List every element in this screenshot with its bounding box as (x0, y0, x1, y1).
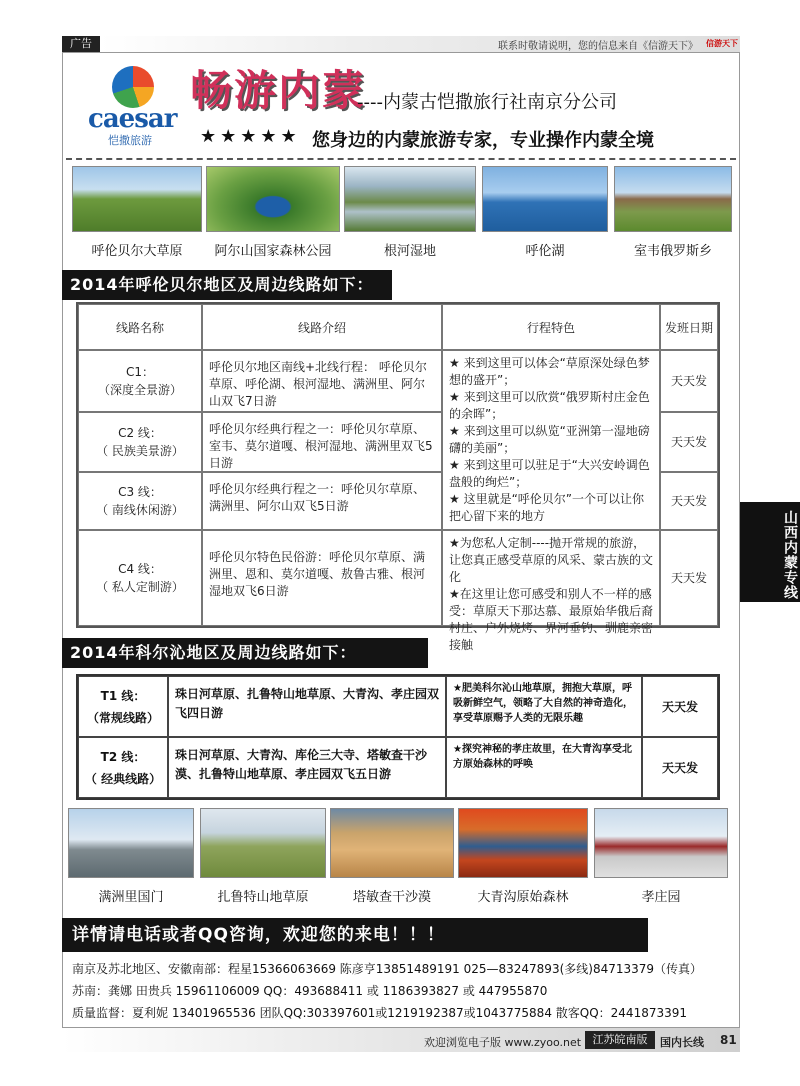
route-date: 天天发 (642, 676, 718, 737)
route-intro: 珠日河草原、扎鲁特山地草原、大青沟、孝庄园双飞四日游 (168, 676, 446, 737)
route-type: （ 经典线路） (84, 771, 162, 786)
photo-tamin-desert (330, 808, 454, 878)
photo-caption: 满洲里国门 (98, 890, 164, 905)
route-intro: 珠日河草原、大青沟、库伦三大寺、塔敏查干沙漠、扎鲁特山地草原、孝庄园双飞五日游 (168, 737, 446, 798)
route-table-hulunbuir (76, 302, 720, 652)
section-title-horqin: 2014年科尔沁地区及周边线路如下： (62, 638, 428, 668)
photo-caption: 塔敏查干沙漠 (352, 890, 431, 905)
logo-cn-text: 恺撒旅游 (108, 134, 152, 147)
photo-arxan-forest-park (206, 166, 340, 232)
page-number: 81 (720, 1033, 737, 1047)
route-type: （常规线路） (86, 710, 159, 725)
route-features-t2: ★探究神秘的孝庄故里，在大青沟享受北方原始森林的呼唤 (446, 737, 642, 798)
divider (66, 158, 736, 160)
route-intro: 呼伦贝尔经典行程之一：呼伦贝尔草原、室韦、莫尔道嘎、根河湿地、满洲里双飞5日游 (202, 412, 442, 472)
photo-caption: 根河湿地 (383, 244, 436, 259)
route-date: 天天发 (660, 530, 718, 626)
feature-line: ★ 来到这里可以纵览“亚洲第一湿地磅礴的美丽”； (449, 424, 650, 455)
contact-line: 质量监督：夏利妮 13401965536 团队QQ:303397601或1219192387或1043775884 散客QQ：2441873391 (72, 1006, 688, 1020)
route-features-c4 (442, 530, 660, 652)
section-title-hulunbuir: 2014年呼伦贝尔地区及周边线路如下： (62, 270, 392, 300)
edition-badge: 江苏皖南版 (585, 1031, 655, 1049)
route-name-t1 (78, 676, 168, 737)
contact-line: 苏南：龚娜 田贵兵 15961106009 QQ：493688411 或 1186393827 或 447955870 (72, 984, 548, 998)
route-code: C3 线： (118, 485, 162, 499)
photo-xiaozhuang-garden (594, 808, 728, 878)
route-code: T1 线： (100, 688, 146, 703)
route-type: （ 南线休闲游） (96, 503, 184, 517)
header-note: 联系时敬请说明，您的信息来自《信游天下》 (498, 41, 698, 52)
route-type: （ 私人定制游） (96, 580, 184, 594)
footer-website: 欢迎浏览电子版 www.zyoo.net (424, 1036, 582, 1049)
publication-logo: 信游天下 (706, 39, 738, 48)
photo-caption: 呼伦贝尔大草原 (91, 244, 183, 259)
footer-category: 国内长线 (660, 1036, 704, 1049)
photo-shiwei-village (614, 166, 732, 232)
route-intro: 呼伦贝尔经典行程之一：呼伦贝尔草原、满洲里、阿尔山双飞5日游 (202, 472, 442, 530)
photo-caption: 大青沟原始森林 (477, 890, 569, 905)
col-header: 行程特色 (442, 304, 660, 350)
route-code: T2 线： (100, 749, 146, 764)
brand-title: 畅游内蒙 (190, 66, 367, 115)
route-intro: 呼伦贝尔地区南线+北线行程： 呼伦贝尔草原、呼伦湖、根河湿地、满洲里、阿尔山双飞7日游 (202, 350, 442, 412)
feature-line: ★在这里让您可感受和别人不一样的感受：草原天下那达慕、最原始华俄后裔村庄、户外烧烤、界河垂钓、驯鹿亲密接触 (449, 587, 654, 652)
route-type: （ 民族美景游） (96, 444, 184, 458)
photo-caption: 呼伦湖 (525, 244, 565, 259)
feature-line: ★ 来到这里可以驻足于“大兴安岭调色盘般的绚烂”； (449, 458, 650, 489)
route-code: C1： (125, 365, 154, 379)
col-header: 线路名称 (78, 304, 202, 350)
col-header: 线路介绍 (202, 304, 442, 350)
ad-tag: 广告 (62, 36, 100, 52)
brand-subtitle: ----内蒙古恺撒旅行社南京分公司 (357, 92, 617, 113)
route-table-horqin (76, 674, 720, 800)
feature-line: ★ 来到这里可以欣赏“俄罗斯村庄金色的余晖”； (449, 390, 650, 421)
route-name-t2 (78, 737, 168, 798)
caesar-logo-icon (112, 66, 154, 108)
route-features-t1: ★肥美科尔沁山地草原，拥抱大草原，呼吸新鲜空气，领略了大自然的神奇造化，享受草原赐予人类的无限乐趣 (446, 676, 642, 737)
route-features (442, 350, 660, 530)
photo-caption: 阿尔山国家森林公园 (214, 244, 332, 259)
photo-manzhouli-gate (68, 808, 194, 878)
star-rating: ★★★★★ (200, 126, 301, 147)
route-intro: 呼伦贝尔特色民俗游：呼伦贝尔草原、满洲里、恩和、莫尔道嘎、敖鲁古雅、根河湿地双飞6日游 (202, 530, 442, 626)
photo-hulunbuir-grassland (72, 166, 202, 232)
route-code: C4 线： (118, 562, 162, 576)
photo-caption: 孝庄园 (641, 890, 681, 905)
photo-caption: 扎鲁特山地草原 (217, 890, 309, 905)
photo-zalute-grassland (200, 808, 326, 878)
route-name-c4 (78, 530, 202, 626)
photo-caption: 室韦俄罗斯乡 (633, 244, 712, 259)
route-name-c2 (78, 412, 202, 472)
route-type: （深度全景游） (97, 383, 182, 397)
route-name-c1 (78, 350, 202, 412)
route-date: 天天发 (660, 350, 718, 412)
slogan: 您身边的内蒙旅游专家，专业操作内蒙全境 (312, 130, 654, 151)
feature-line: ★ 来到这里可以体会“草原深处绿色梦想的盛开”； (449, 356, 650, 387)
photo-hulun-lake (482, 166, 608, 232)
route-code: C2 线： (118, 426, 162, 440)
col-header: 发班日期 (660, 304, 718, 350)
call-to-action: 详情请电话或者QQ咨询，欢迎您的来电！！！ (62, 918, 648, 952)
route-name-c3 (78, 472, 202, 530)
route-date: 天天发 (660, 472, 718, 530)
photo-genhe-wetland (344, 166, 476, 232)
feature-line: ★为您私人定制----抛开常规的旅游，让您真正感受草原的风采、蒙古族的文化 (449, 536, 654, 584)
logo-text: caesar (88, 104, 177, 134)
side-tab: 山西内蒙专线 (740, 502, 800, 602)
route-date: 天天发 (660, 412, 718, 472)
route-date: 天天发 (642, 737, 718, 798)
feature-line: ★ 这里就是“呼伦贝尔”一个可以让你把心留下来的地方 (449, 492, 645, 523)
photo-daqinggou-forest (458, 808, 588, 878)
contact-line: 南京及苏北地区、安徽南部：程星15366063669 陈彦亨13851489191 025—83247893(多线)84713379（传真） (72, 962, 703, 976)
